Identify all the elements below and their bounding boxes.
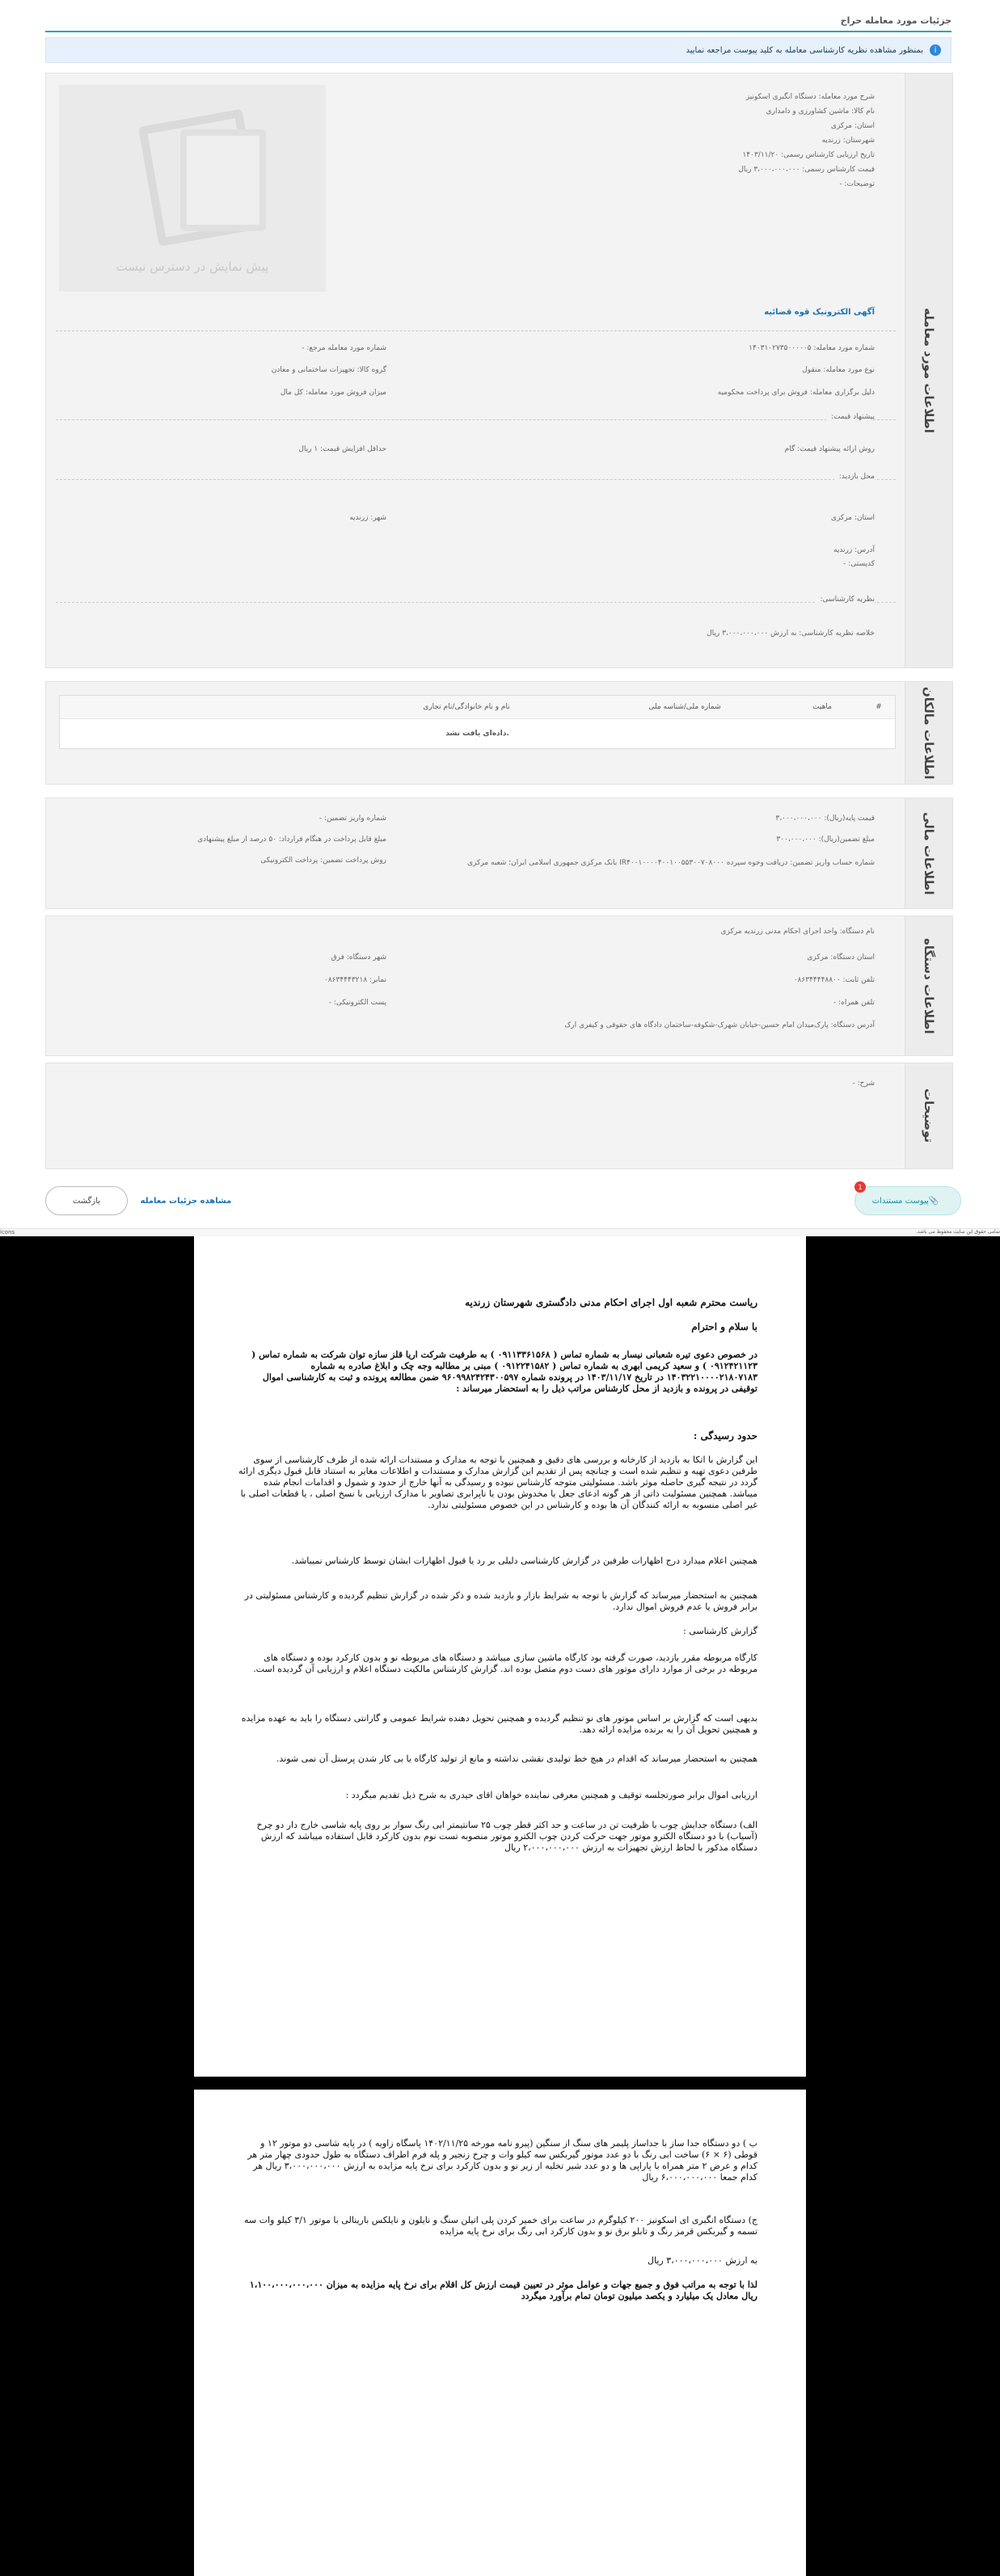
doc-item-c: ج) دستگاه انگبری ای اسکونیز ۲۰۰ کیلوگرم در ساعت برای خمیر کردن پلی اتیلن سنگ و نایلون و نایلکس بارینالی با موتور ۳/۱ کیلو وات سه تسمه و گیربکس قرمز رنگ و تابلو برق نو و بدون کارکرد ابی رنگ برای نرخ پایه مزایده: [244, 2215, 757, 2237]
sale-reason: دلیل برگزاری معامله: فروش برای پرداخت محکومیه: [717, 389, 875, 397]
expert-title: نظریه کارشناسی:: [816, 596, 876, 604]
section-title-item: اطلاعات مورد معامله: [922, 308, 936, 433]
doc-note-2: همچنین به استحضار میرساند که گزارش با توجه به شرایط بازار و بازدید شده و ذکر شده در گزارش تنظیم گردیده و کارشناس مسئولیتی در برابر فروش یا عدم فروش اموال ندارد.: [244, 1590, 757, 1612]
info-icon: i: [930, 44, 941, 56]
col-national-id: شماره ملی/شناسه ملی: [648, 703, 721, 711]
attachments-button[interactable]: [854, 1183, 961, 1215]
expert-summary: خلاصه نظریه کارشناسی: به ارزش ۳،۰۰۰،۰۰۰،۰۰۰ ریال: [707, 629, 875, 638]
device-card: [45, 915, 953, 1056]
doc-addressee: ریاست محترم شعبه اول اجرای احکام مدنی دادگستری شهرستان زرندیه: [465, 1297, 757, 1308]
divider: [56, 479, 896, 480]
financial-side: [905, 798, 952, 908]
item-ref-number: شماره مورد معامله مرجع: -: [302, 344, 386, 352]
location-province: استان: مرکزی: [830, 514, 875, 522]
doc-item-a: الف) دستگاه جدایش چوب با ظرفیت تن در ساعت و حد اکثر قطر چوب ۲۵ سانتیمتر ابی رنگ سوار بر روی پایه شاسی خارج دار دو چرخ (آسیاب) با دو دستگاه الکترو موتور جهت حرکت کردن چوب الکترو موتور منصوبه تست نوم بدون کارکرد قابل استفاده میباشد که ارزش دستگاه مذکور با لحاظ ارزش تجهیزات به ارزش ۲،۰۰۰،۰۰۰،۰۰۰ ریال: [256, 1820, 757, 1853]
owners-empty: داده‌ای یافت نشد.: [445, 730, 509, 738]
offer-method: روش ارائه پیشنهاد قیمت: گام: [784, 445, 875, 453]
deposit-account: شماره حساب واریز تضمین: دریافت وجوه سپرده IR۴۰۰۱۰۰۰۰۴۰۰۱۰۰۵۵۳۰۰۷۰۸۰۰۰ بانک مرکزی جمهوری اسلامی ایران؛ شعبه مرکزی: [467, 859, 875, 867]
item-category: نام کالا: ماشین کشاورزی و دامداری: [766, 107, 875, 116]
col-name: نام و نام خانوادگی/نام تجاری: [423, 703, 510, 711]
item-group: گروه کالا: تجهیزات ساختمانی و معادن: [271, 366, 386, 374]
attachments-label: پیوست مستندات: [871, 1196, 929, 1206]
doc-item-b: ب ) دو دستگاه جدا ساز با جداساز پلیمر های سنگ از سنگین (پیرو نامه مورخه ۱۴۰۲/۱۱/۲۵ پاسگاه زاویه ) در پایه شاسی دو موتور ۱۲ و قوطی (۶ × ۶) ساخت ابی رنگ با دو عدد موتور گیربکس سه کیلو وات و چرخ زنجیر و پله فرم اطراف دستگاه به طول حدودی چهار متر هر کدام و عرض ۲ متر همراه با پاراپی ها و دو عدد شیر تخلیه از زیر نو و بدون کارکرد برای نرخ پایه مزایده به ارزش ۳،۰۰۰،۰۰۰،۰۰۰ ریال هر کدام جمعا ۶،۰۰۰،۰۰۰،۰۰۰ ریال: [247, 2138, 757, 2182]
offer-title: پیشنهاد قیمت:: [826, 413, 875, 421]
device-name: نام دستگاه: واحد اجرای احکام مدنی زرندیه مرکزی: [720, 928, 875, 936]
pdf-viewer[interactable]: [0, 1236, 1000, 2576]
base-price: قیمت پایه(ریال): ۳،۰۰۰،۰۰۰،۰۰۰: [775, 814, 875, 823]
doc-report-text: کارگاه مربوطه مقرر بازدید، صورت گرفته بود کارگاه ماشین سازی میباشد و دستگاه های مربوطه نو و بدون کارکرد بوده و دستگاه های مربوطه در برخی از موارد دارای موتور های دست دوم متصل بوده اند. گزارش کارشناس مالکیت دستگاه اعلام و ارزیابی آن گردیده است.: [253, 1652, 757, 1674]
document-page-1: [194, 1236, 806, 2077]
location-postal: کدپستی: -: [843, 560, 875, 568]
location-address: آدرس: زرندیه: [833, 546, 875, 554]
doc-scope-title: حدود رسیدگی :: [693, 1430, 757, 1442]
item-info-card: [45, 73, 953, 668]
deposit-payment: روش پرداخت تضمین: پرداخت الکترونیکی: [260, 857, 386, 865]
item-info-side: [905, 74, 952, 667]
device-side: [905, 916, 952, 1055]
view-details-link[interactable]: [137, 1192, 234, 1210]
financial-card: [45, 798, 953, 909]
device-email: پست الکترونیکی: -: [328, 999, 386, 1007]
device-fax: نمابر: ۰۸۶۳۴۴۴۳۲۱۸: [323, 976, 386, 984]
deposit-rule: مبلغ قابل پرداخت در هنگام قرارداد: ۵۰ درصد از مبلغ پیشنهادی: [197, 836, 386, 844]
doc-intro: در خصوص دعوی تیره شعبانی نیسار به شماره تماس ( ۰۹۱۱۳۳۶۱۵۶۸ ) به طرفیت شرکت اریا قلز سازه توان شرکت به شماره تماس ( ۰۹۱۲۴۲۱۱۲۳ ) و سعید کریمی ابهری به شماره تماس ( ۰۹۱۲۲۴۱۵۸۲ ) مبنی بر مطالبه وجه چک و ابلاغ صادره به شماره ۱۴۰۳۲۲۱۰۰۰۰۲۱۸۰۷۱۸۳ در تاریخ ۱۴۰۳/۱۱/۱۷ در پرونده شماره ۹۶۰۹۹۸۲۴۲۴۳۰۰۵۹۷ ضمن مطالعه پرونده و ثبت به کارشناسی اموال توقیفی در پرونده و بازدید از محل کارشناس مراتب ذیل را به استحضار میرساند :: [251, 1349, 757, 1394]
attachment-count-badge: [854, 1181, 866, 1193]
page-title: جزئیات مورد معامله حراج: [840, 15, 951, 26]
section-title-financial: اطلاعات مالی: [922, 811, 936, 895]
footer-copyright: تمامی حقوق این سایت محفوظ می باشد.: [915, 1229, 1000, 1235]
description-side: [905, 1063, 952, 1168]
divider: [56, 602, 896, 603]
item-notes: توضیحات: -: [839, 180, 875, 188]
doc-scope-text: این گزارش با اتکا به بازدید از کارخانه و بررسی های دقیق و همچنین با توجه به مدارک و مستندات ارائه شده از طرف کارشناسی از سوی طرفین دعوی تهیه و تنظیم شده است و چنانچه پس از تقدیم این گزارش مدارک و مستندات و اطلاعات مغایر به استناد قابل قبول دیگری ارائه گردد در نتیجه گیری حاصله موثر باشد. مسئولیتی متوجه کارشناس نبوده و رسیدگی به آنها خارج از حدود و شمول و اقدامات انجام شده میباشد. همچنین مسئولیت ذاتی از هر گونه ادعای جعل یا مخدوش بودن یا ناپرابری تصاویر با مدارک ارزیابی با نسخ اصلی ، یا قطعات اصلی با غیر اصلی منسوبه به ارائه کنندگان آن ها بوده و کارشناس در این خصوص مسئولیتی ندارد.: [238, 1454, 757, 1510]
detail-panel: [0, 0, 1000, 1236]
item-price: قیمت کارشناس رسمی: ۳،۰۰۰،۰۰۰،۰۰۰ ریال: [738, 166, 875, 174]
no-image-text: پیش نمایش در دسترس نیست: [116, 259, 269, 274]
doc-item-c-value: به ارزش ۳،۰۰۰،۰۰۰،۰۰۰ ریال: [647, 2255, 757, 2266]
owners-card: [45, 681, 953, 785]
item-desc: شرح مورد معامله: دستگاه انگبری اسکونیز: [745, 93, 875, 101]
image-placeholder: [59, 85, 326, 292]
doc-note-3: بدیهی است که گزارش بر اساس موتور های نو تنظیم گردیده و همچنین تحویل دهنده شرایط عمومی و گارانتی دستگاه را باید به عهده مزایده و همچنین تحویل آن را به برنده مزایده ارائه دهد.: [241, 1713, 757, 1735]
owners-table: [59, 695, 896, 749]
device-phone: تلفن ثابت: ۰۸۶۳۴۴۴۴۸۸۰۰: [793, 976, 875, 984]
owners-side: [905, 682, 952, 784]
section-title-device: اطلاعات دستگاه: [922, 937, 936, 1034]
back-label: بازگشت: [72, 1196, 101, 1206]
location-title: محل بازدید:: [834, 473, 875, 481]
deposit-number: شماره واریز تضمین: -: [319, 814, 386, 823]
back-button[interactable]: [45, 1186, 128, 1215]
doc-greeting: با سلام و احترام: [691, 1321, 757, 1332]
view-details-label: مشاهده جزئیات معامله: [140, 1196, 232, 1206]
location-city: شهر: زرندیه: [349, 514, 386, 522]
judiciary-ad-link[interactable]: آگهی الکترونیک قوه قضائیه: [764, 308, 875, 317]
item-city: شهرستان: زرندیه: [821, 137, 875, 145]
doc-conclusion: لذا با توجه به مراتب فوق و جمیع جهات و عوامل موثر در تعیین قیمت ارزش کل اقلام برای نرخ پایه مزایده به میزان ۱،۱۰۰،۰۰۰،۰۰۰،۰۰۰ ریال معادل یک میلیارد و یکصد میلیون تومان تمام برآورد میگردد: [249, 2279, 757, 2301]
footer-icons: icons: [0, 1229, 15, 1235]
divider: [56, 419, 896, 420]
deposit-amount: مبلغ تضمین(ریال): ۳۰۰،۰۰۰،۰۰۰: [776, 836, 875, 844]
item-type: نوع مورد معامله: منقول: [802, 366, 875, 374]
sale-amount: میزان فروش مورد معامله: کل مال: [280, 389, 386, 397]
min-increase: حداقل افزایش قیمت: ۱ ریال: [298, 445, 386, 453]
section-title-desc: توضیحات: [922, 1088, 936, 1143]
doc-note-4: همچنین به استحضار میرساند که اقدام در هیچ خط تولیدی نقشی نداشته و مانع از تولید کارگاه یا بی کار شدن پرسنل آن نمی شوند.: [276, 1753, 757, 1764]
notice-banner: [45, 37, 951, 63]
page-header: [45, 11, 951, 32]
owners-table-header: [60, 696, 895, 719]
device-mobile: تلفن همراه: -: [833, 999, 875, 1007]
device-province: استان دستگاه: مرکزی: [807, 953, 875, 962]
device-city: شهر دستگاه: فرق: [331, 953, 386, 962]
document-page-2: [194, 2090, 806, 2576]
divider: [56, 330, 896, 331]
item-number: شماره مورد معامله: ۱۴۰۳۱۰۲۷۳۵۰۰۰۰۰۵: [749, 344, 875, 352]
device-address: آدرس دستگاه: پارک‌میدان امام حسین-خیابان شهرک-شکوفه-ساختمان دادگاه های حقوقی و کیفری ارک: [564, 1021, 875, 1029]
gavel-icon: [180, 129, 266, 231]
doc-note-1: همچنین اعلام میدارد درج اظهارات طرفین در گزارش کارشناسی دلیلی بر رد یا قبول اظهارات ایشان توسط کارشناس نمیباشد.: [291, 1555, 757, 1566]
item-province: استان: مرکزی: [830, 122, 875, 130]
paperclip-icon: 📎: [928, 1196, 939, 1206]
attachment-count: 1: [858, 1183, 863, 1191]
section-title-owners: اطلاعات مالکان: [922, 686, 936, 780]
doc-list-intro: ارزیابی اموال برابر صورتجلسه توقیف و همچنین معرفی نماینده خواهان اقای حیدری به شرح ذیل تقدیم میگردد :: [345, 1790, 757, 1800]
notice-text: بمنظور مشاهده نظریه کارشناسی معامله به کلید پیوست مراجعه نمایید: [686, 45, 923, 55]
col-type: ماهیت: [812, 703, 832, 711]
description-text: شرح: -: [852, 1080, 875, 1088]
doc-report-title: گزارش کارشناسی :: [683, 1626, 757, 1636]
description-card: [45, 1063, 953, 1169]
col-index: #: [876, 703, 882, 711]
item-assessment-date: تاریخ ارزیابی کارشناس رسمی: ۱۴۰۳/۱۱/۲۰: [742, 151, 875, 159]
